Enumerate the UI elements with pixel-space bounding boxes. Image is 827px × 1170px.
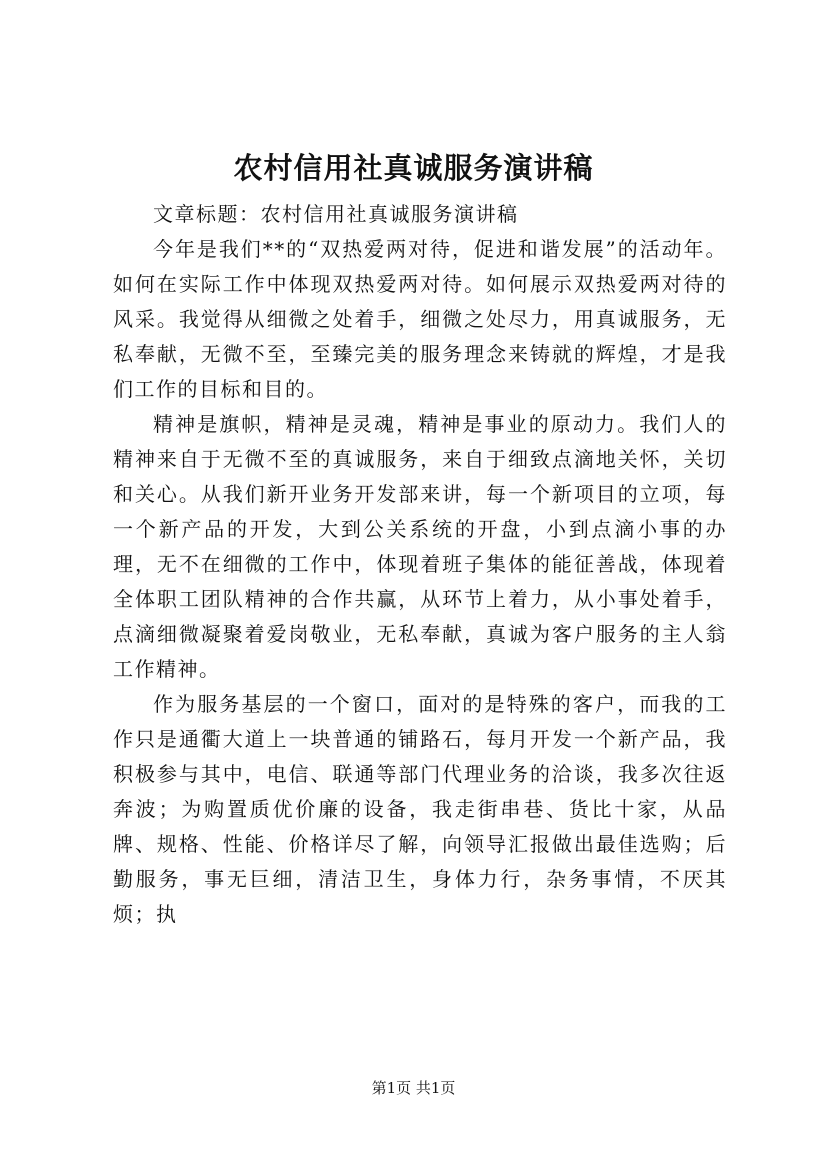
paragraph: 作为服务基层的一个窗口，面对的是特殊的客户，而我的工作只是通衢大道上一块普通的铺路石，每月开发一个新产品，我积极参与其中，电信、联通等部门代理业务的洽谈，我多次往返奔波；为购置质优价廉的设备，我走街串巷、货比十家，从品牌、规格、性能、价格详尽了解，向领导汇报做出最佳选购；后勤服务，事无巨细，清洁卫生，身体力行，杂务事情，不厌其烦；执 xyxy=(113,692,727,926)
paragraph-article-title: 文章标题：农村信用社真诚服务演讲稿 xyxy=(153,202,519,226)
document-body xyxy=(113,197,727,932)
paragraph: 精神是旗帜，精神是灵魂，精神是事业的原动力。我们人的精神来自于无微不至的真诚服务，来自于细致点滴地关怀，关切和关心。从我们新开业务开发部来讲，每一个新项目的立项，每一个新产品的开发，大到公关系统的开盘，小到点滴小事的办理，无不在细微的工作中，体现着班子集体的能征善战，体现着全体职工团队精神的合作共赢，从环节上着力，从小事处着手，点滴细微凝聚着爱岗敬业，无私奉献，真诚为客户服务的主人翁工作精神。 xyxy=(113,412,727,681)
document-title: 农村信用社真诚服务演讲稿 xyxy=(233,151,594,185)
paragraph: 今年是我们**的“双热爱两对待，促进和谐发展”的活动年。如何在实际工作中体现双热爱两对待。如何展示双热爱两对待的风采。我觉得从细微之处着手，细微之处尽力，用真诚服务，无私奉献，无微不至，至臻完美的服务理念来铸就的辉煌，才是我们工作的目标和目的。 xyxy=(113,237,727,401)
page-number-footer: 第1页 共1页 xyxy=(371,1079,456,1097)
